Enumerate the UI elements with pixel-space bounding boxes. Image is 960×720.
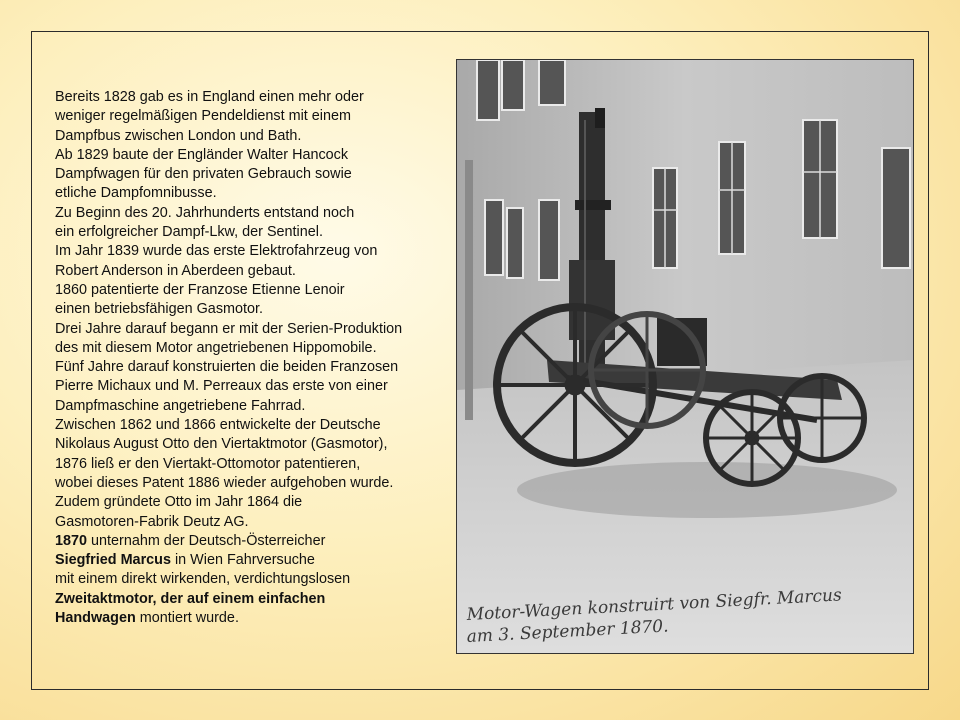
- text-line: Dampfwagen für den privaten Gebrauch sowie: [55, 166, 352, 183]
- text-line: mit einem direkt wirkenden, verdichtungslosen: [55, 571, 351, 588]
- text-fragment: in Wien Fahrversuche: [170, 552, 315, 569]
- text-line: 1876 ließ er den Viertakt-Ottomotor patentieren,: [55, 455, 361, 472]
- text-line: Drei Jahre darauf begann er mit der Serien-Produktion: [55, 320, 403, 337]
- text-line: etliche Dampfomnibusse.: [55, 185, 217, 202]
- text-line: 1860 patentierte der Franzose Etienne Lenoir: [55, 281, 345, 298]
- text-line: Zudem gründete Otto im Jahr 1864 die: [55, 494, 303, 511]
- name-bold: Siegfried Marcus: [55, 552, 171, 569]
- text-line: ein erfolgreicher Dampf-Lkw, der Sentinel.: [55, 224, 323, 241]
- text-line: weniger regelmäßigen Pendeldienst mit einem: [55, 108, 351, 125]
- history-text: [55, 88, 450, 628]
- handwritten-caption: Motor-Wagen konstruirt von Siegfr. Marcus: [466, 585, 843, 625]
- text-line: [55, 551, 450, 570]
- text-line: wobei dieses Patent 1886 wieder aufgehoben wurde.: [55, 474, 394, 491]
- text-line: Im Jahr 1839 wurde das erste Elektrofahrzeug von: [55, 243, 378, 260]
- text-line: Fünf Jahre darauf konstruierten die beiden Franzosen: [55, 359, 399, 376]
- text-line: Zwischen 1862 und 1866 entwickelte der Deutsche: [55, 417, 381, 434]
- handwagen-bold: Handwagen: [55, 610, 136, 627]
- text-line: Dampfmaschine angetriebene Fahrrad.: [55, 397, 306, 414]
- svg-text:am 3. September 1870.: am 3. September 1870.: [466, 616, 670, 647]
- text-fragment: unternahm der Deutsch-Österreicher: [87, 532, 326, 549]
- text-line: Nikolaus August Otto den Viertaktmotor (Gasmotor),: [55, 436, 388, 453]
- text-line: Bereits 1828 gab es in England einen mehr oder: [55, 89, 364, 105]
- text-line: Pierre Michaux und M. Perreaux das erste von einer: [55, 378, 388, 395]
- text-line: Gasmotoren-Fabrik Deutz AG.: [55, 513, 249, 530]
- marcus-car-photo: [456, 59, 914, 654]
- text-line: des mit diesem Motor angetriebenen Hippomobile.: [55, 339, 377, 356]
- text-fragment: montiert wurde.: [135, 610, 239, 627]
- text-line: Robert Anderson in Aberdeen gebaut.: [55, 262, 296, 279]
- text-line: einen betriebsfähigen Gasmotor.: [55, 301, 263, 318]
- text-line: [55, 590, 450, 609]
- engine-bold: Zweitaktmotor, der auf einem einfachen: [55, 590, 326, 607]
- text-line: Dampfbus zwischen London und Bath.: [55, 127, 302, 144]
- text-line: [55, 532, 450, 551]
- text-line: Ab 1829 baute der Engländer Walter Hancock: [55, 146, 349, 163]
- text-line: [55, 609, 450, 628]
- text-line: Zu Beginn des 20. Jahrhunderts entstand noch: [55, 204, 355, 221]
- year-bold: 1870: [55, 532, 88, 549]
